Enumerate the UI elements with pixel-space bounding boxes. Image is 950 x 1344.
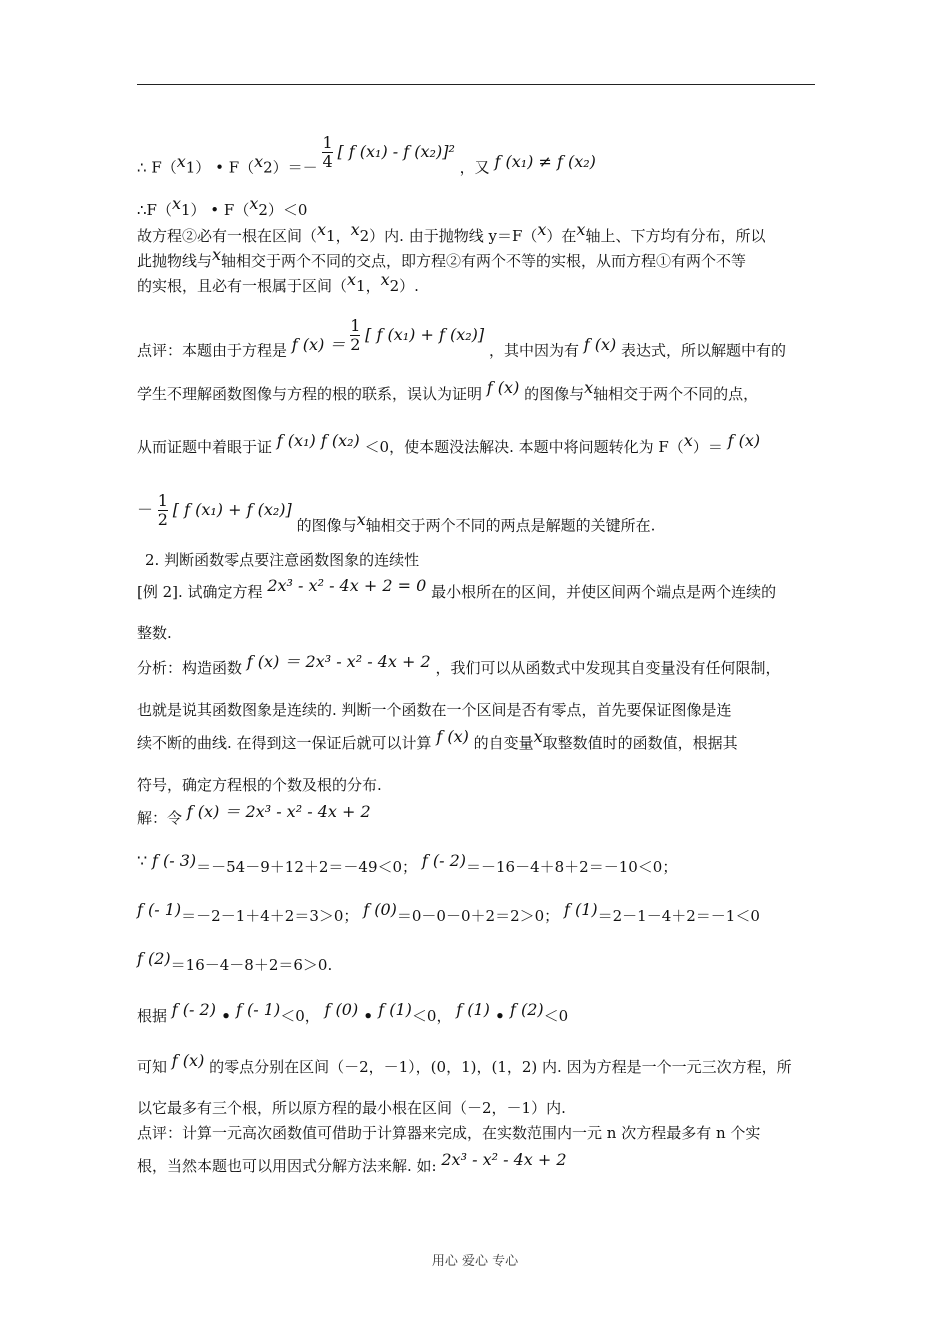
text-line-24: 点评：计算一元高次函数值可借助于计算器来完成，在实数范围内一元 n 次方程最多有 n 个实 — [137, 1124, 761, 1142]
section-heading: 2. 判断函数零点要注意函数图象的连续性 — [145, 551, 420, 569]
text-line-3: 故方程②必有一根在区间（x1，x2）内. 由于抛物线 y＝F（x）在x轴上、下方均有分布，所以 — [137, 220, 766, 245]
text-line-5: 的实根，且必有一根属于区间（x1，x2）. — [137, 270, 419, 295]
text-line-16: 符号，确定方程根的个数及根的分布. — [137, 776, 382, 794]
text-line-7: 学生不理解函数图像与方程的根的联系，误认为证明 f (x) 的图像与x轴相交于两个不同的点， — [137, 378, 759, 403]
text-line-18: ∵ f (- 3)＝－54－9＋12＋2＝－49＜0； f (- 2)＝－16－4＋8＋2＝－10＜0； — [137, 851, 678, 876]
text-line-8: 从而证题中着眼于证 f (x₁) f (x₂) ＜0，使本题没法解决. 本题中将问题转化为 F（x）＝ f (x) — [137, 431, 761, 456]
page-footer: 用心 爱心 专心 — [431, 1254, 519, 1269]
text-line-23: 以它最多有三个根，所以原方程的最小根在区间（－2，－1）内. — [137, 1099, 566, 1117]
text-line-9: － $\frac{1}{2}$ [ f (x₁) + f (x₂)] 的图像与x轴相交于两个不同的两点是解题的关键所在. — [137, 491, 656, 535]
text-line-20: f (2)＝16－4－8＋2＝6＞0. — [137, 949, 333, 974]
text-line-15: 续不断的曲线. 在得到这一保证后就可以计算 f (x) 的自变量x取整数值时的函数值，根据其 — [137, 727, 738, 752]
text-line-21: 根据 f (- 2) • f (- 1)＜0， f (0) • f (1)＜0， f (1) • f (2)＜0 — [137, 1000, 569, 1025]
text-line-4: 此抛物线与x轴相交于两个不同的交点，即方程②有两个不等的实根，从而方程①有两个不等 — [137, 245, 747, 270]
text-line-1: ∴ F（x1） • F（x2）＝－ $\frac{1}{4}$ [ f (x₁) - f (x₂)]² ，又 f (x₁) ≠ f (x₂) — [137, 133, 596, 177]
text-line-25: 根，当然本题也可以用因式分解方法来解. 如: 2x³ - x² - 4x + 2 — [137, 1150, 567, 1175]
text-line-19: f (- 1)＝－2－1＋4＋2＝3＞0； f (0)＝0－0－0＋2＝2＞0； f (1)＝2－1－4＋2＝－1＜0 — [137, 900, 760, 925]
text-line-6: 点评：本题由于方程是 f (x) ＝ $\frac{1}{2}$ [ f (x₁) + f (x₂)] ，其中因为有 f (x) 表达式，所以解题中有的 — [137, 316, 787, 360]
text-line-13: 分析：构造函数 f (x) ＝ 2x³ - x² - 4x + 2 ，我们可以从函数式中发现其自变量没有任何限制， — [137, 652, 781, 677]
text-line-17: 解：令 f (x) ＝ 2x³ - x² - 4x + 2 — [137, 802, 371, 827]
header-rule — [137, 84, 815, 85]
text-line-11: [例 2]. 试确定方程 2x³ - x² - 4x + 2 = 0 最小根所在的区间，并使区间两个端点是两个连续的 — [137, 576, 777, 601]
text-line-22: 可知 f (x) 的零点分别在区间（－2，－1），(0，1)，(1，2) 内. 因为方程是一个一元三次方程，所 — [137, 1051, 792, 1076]
text-line-2: ∴F（x1） • F（x2）＜0 — [137, 194, 308, 219]
text-line-12: 整数. — [137, 624, 172, 642]
text-line-14: 也就是说其函数图象是连续的. 判断一个函数在一个区间是否有零点，首先要保证图像是连 — [137, 701, 732, 719]
